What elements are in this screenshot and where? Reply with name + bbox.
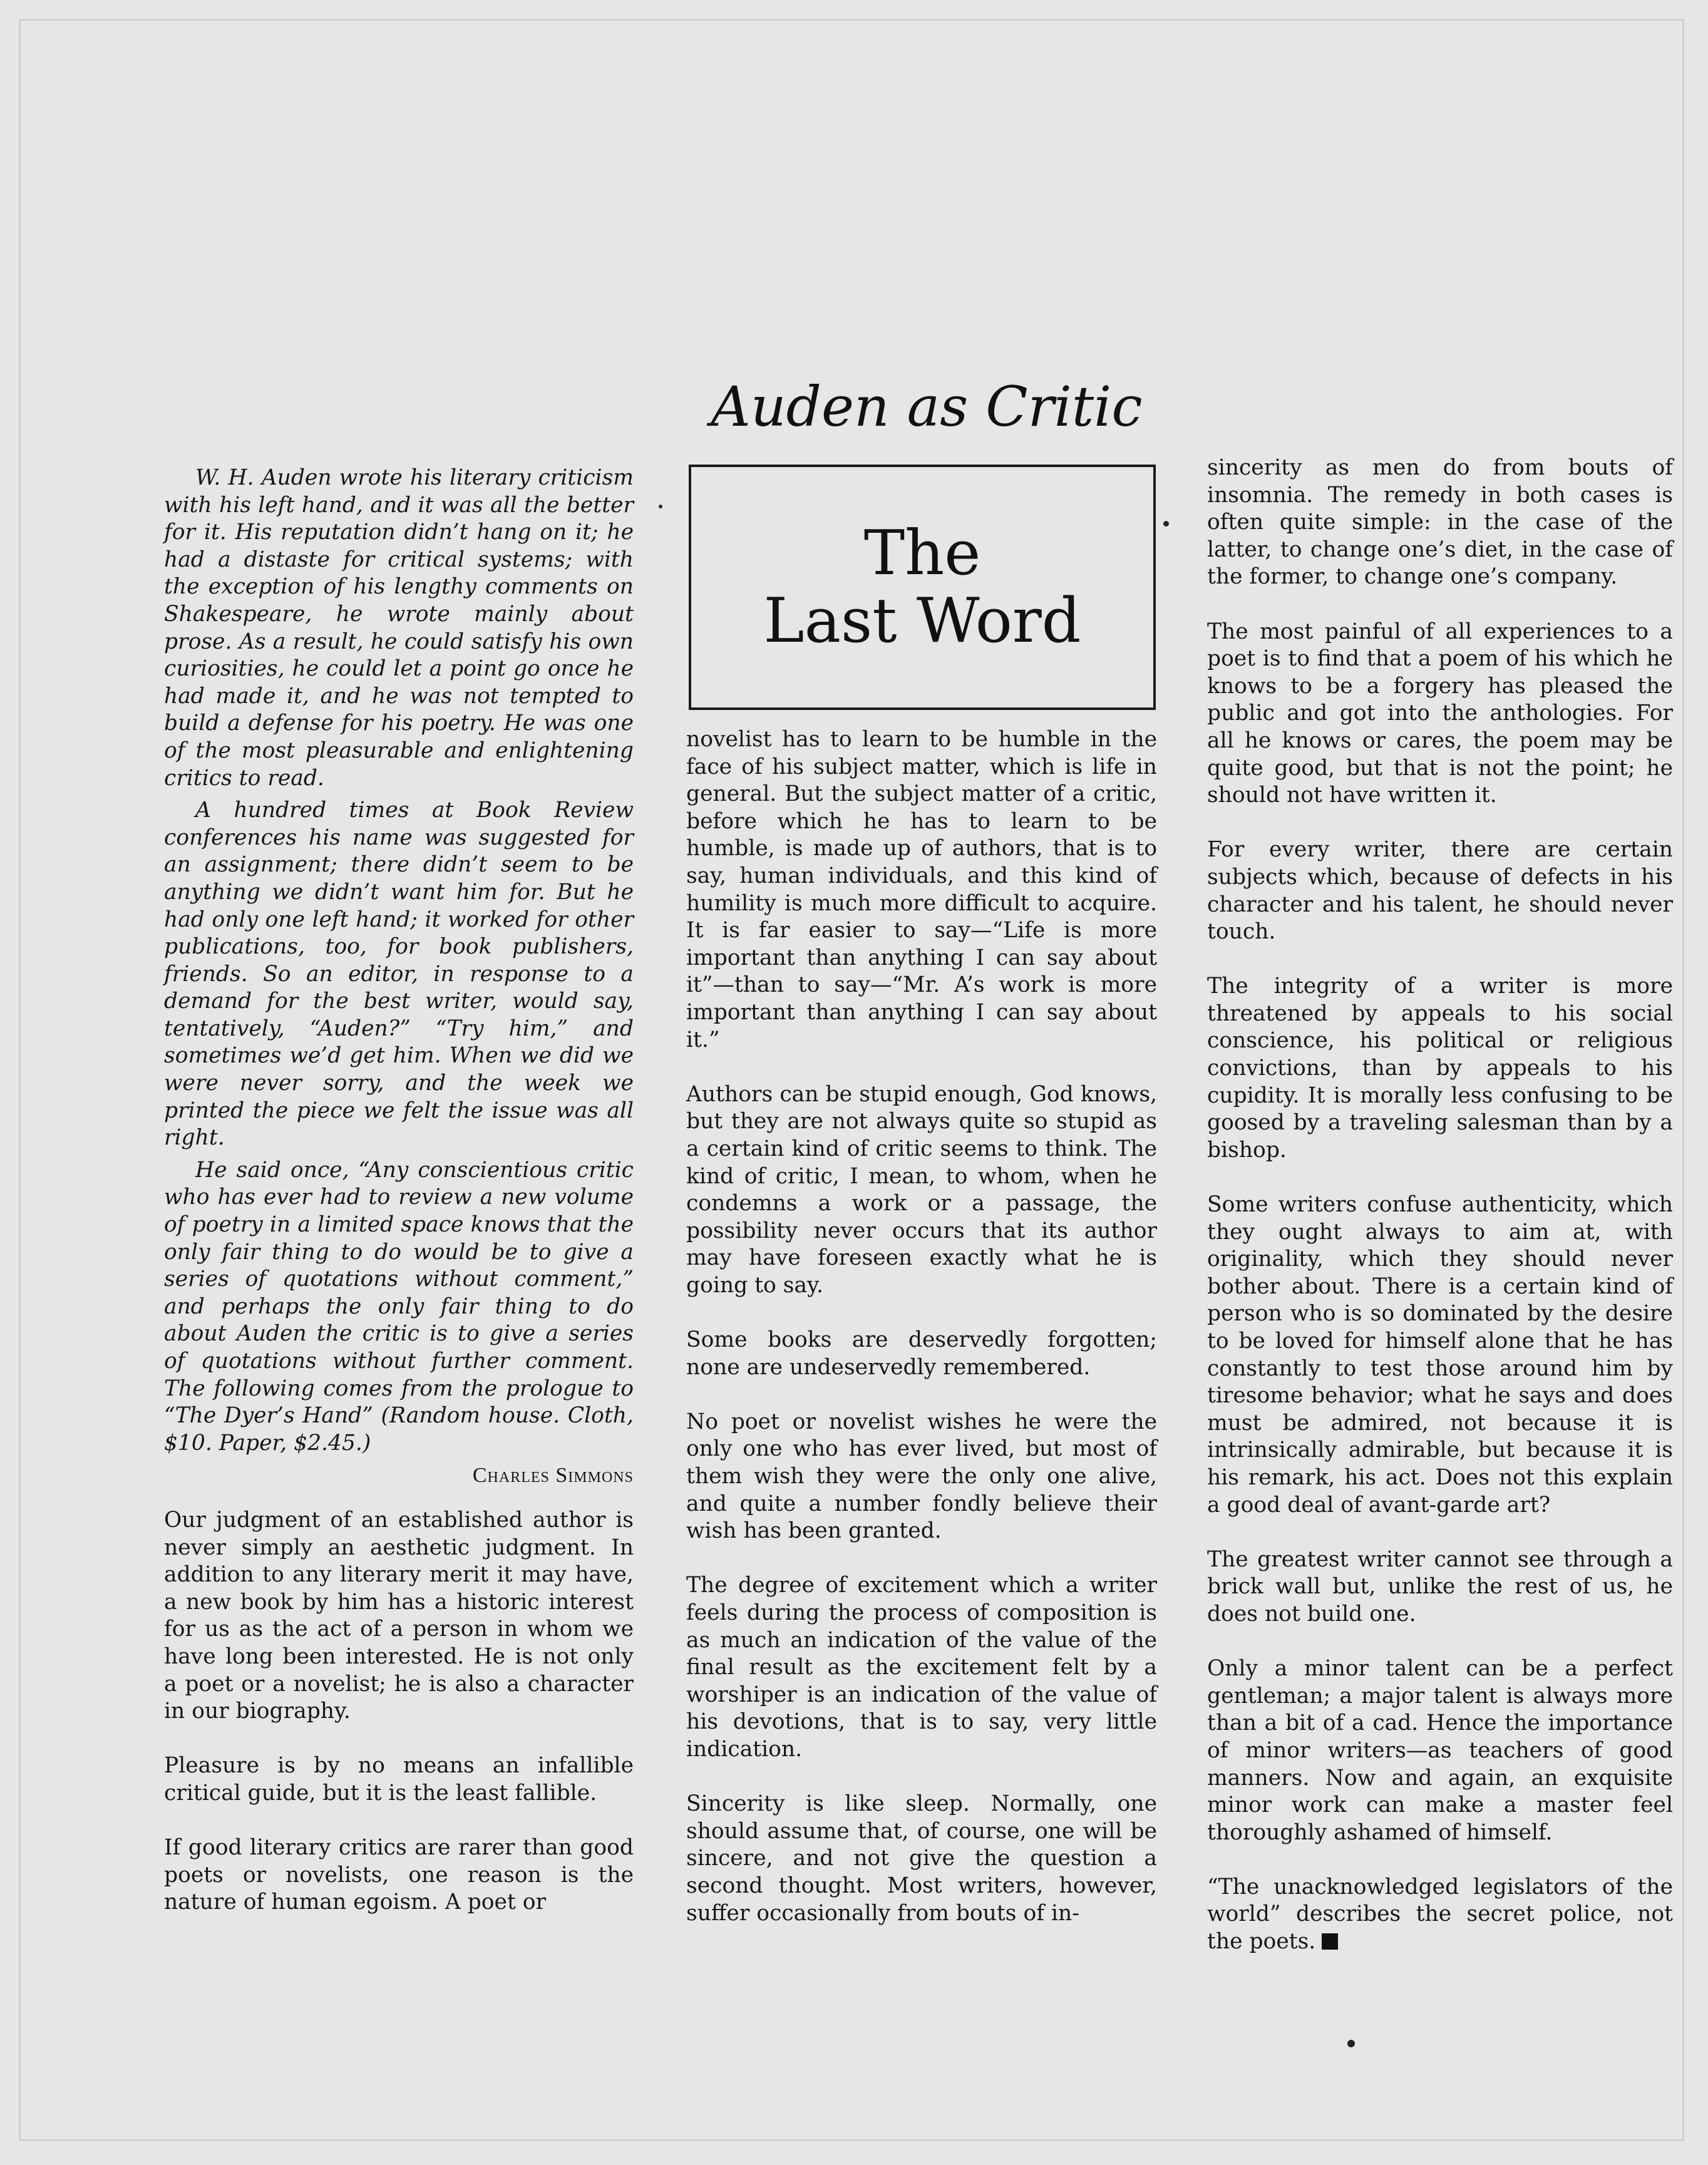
aphorism: Authors can be stupid enough, God knows, but they are not always quite so stupid as a certain kind of critic seems to think. The kind of critic, I mean, to whom, when he condemns a work or a passage, the possibility never occurs that its author may have foreseen exactly what he is going to say.: [686, 1081, 1157, 1298]
aphorism: No poet or novelist wishes he were the only one who has ever lived, but most of them wish they were the only one alive, and quite a number fondly believe their wish has been granted.: [686, 1409, 1157, 1544]
aphorism: Sincerity is like sleep. Normally, one should assume that, of course, one will be sincere, and not give the question a second thought. Most writers, however, suffer occasionally from bouts of in-: [686, 1791, 1157, 1926]
intro-paragraph: W. H. Auden wrote his literary criticism with his left hand, and it was all the better for it. His reputation didn’t hang on it; he had a distaste for critical systems; with the exception of his lengthy comments on Shakespeare, he wrote mainly about prose. As a result, he could satisfy his own curiosities, he could let a point go once he had made it, and he was not tempted to build a defense for his poetry. He was one of the most pleasurable and enlightening critics to read.: [164, 465, 634, 791]
aphorism: sincerity as men do from bouts of insomnia. The remedy in both cases is often quite simple: in the case of the latter, to change one’s diet, in the case of the former, to change one’s company.: [1207, 455, 1673, 590]
aphorism: For every writer, there are certain subjects which, because of defects in his character and his talent, he should never touch.: [1207, 837, 1673, 945]
intro-paragraph: He said once, “Any conscientious critic who has ever had to review a new volume of poetry in a limited space knows that the only fair thing to do would be to give a series of quotations without comment,” and perhaps the only fair thing to do about Auden the critic is to give a series of quotations without further comment. The following comes from the prologue to “The Dyer’s Hand” (Random house. Cloth, $10. Paper, $2.45.): [164, 1157, 634, 1456]
intro-paragraph: A hundred times at Book Review conferences his name was suggested for an assignment; there didn’t seem to be anything we didn’t want him for. But he had only one left hand; it worked for other publications, too, for book publishers, friends. So an editor, in response to a demand for the best writer, would say, tentatively, “Auden?” “Try him,” and sometimes we’d get him. When we did we were never sorry, and the week we printed the piece we felt the issue was all right.: [164, 798, 634, 1151]
aphorism: The integrity of a writer is more threatened by appeals to his social conscience, his political or religious convictions, than by appeals to his cupidity. It is morally less confusing to be goosed by a traveling salesman than by a bishop.: [1207, 974, 1673, 1163]
aphorism: If good literary critics are rarer than good poets or novelists, one reason is the nature of human egoism. A poet or: [164, 1835, 634, 1915]
middle-column: [686, 726, 1157, 1927]
final-aphorism-text: “The unacknowledged legislators of the world” describes the secret police, not the poets.: [1207, 1874, 1673, 1955]
page-title: Auden as Critic: [711, 374, 1143, 439]
ink-speck: [1347, 2040, 1355, 2047]
aphorism: novelist has to learn to be humble in the face of his subject matter, which is life in general. But the subject matter of a critic, before which he has to learn to be humble, is made up of authors, that is to say, human individuals, and this kind of humility is much more difficult to acquire. It is far easier to say—“Life is more important than anything I can say about it”—than to say—“Mr. A’s work is more important than anything I can say about it.”: [686, 727, 1157, 1052]
title-box-line-2: Last Word: [763, 585, 1081, 657]
aphorism: Pleasure is by no means an infallible critical guide, but it is the least fallible.: [164, 1753, 634, 1806]
byline: Charles Simmons: [472, 1464, 634, 1488]
aphorism: Some writers confuse authenticity, which they ought always to aim at, with originality, which they should never bother about. There is a certain kind of person who is so dominated by the desire to be loved for himself alone that he has constantly to test those around him by tiresome behavior; what he says and does must be admired, not because it is intrinsically admirable, but because it is his remark, his act. Does not this explain a good deal of avant-garde art?: [1207, 1192, 1673, 1518]
aphorism: The most painful of all experiences to a poet is to find that a poem of his which he knows to be a forgery has pleased the public and got into the anthologies. For all he knows or cares, the poem may be quite good, but that is not the point; he should not have written it.: [1207, 619, 1673, 808]
title-box-line-1: The: [863, 518, 981, 589]
left-column: [164, 465, 634, 1916]
ink-speck: [659, 505, 662, 508]
editor-introduction: [164, 465, 634, 1489]
ink-speck: [1163, 521, 1169, 527]
aphorism: Only a minor talent can be a perfect gentleman; a major talent is always more than a bit of a cad. Hence the importance of minor writers—as teachers of good manners. Now and again, an exquisite minor work can make a master feel thoroughly ashamed of himself.: [1207, 1656, 1673, 1845]
aphorism: The degree of excitement which a writer feels during the process of composition is as much an indication of the value of the final result as the excitement felt by a worshiper is an indication of the value of his devotions, that is to say, very little indication.: [686, 1573, 1157, 1762]
final-aphorism: [1207, 1874, 1673, 1956]
aphorism: The greatest writer cannot see through a brick wall but, unlike the rest of us, he does not build one.: [1207, 1546, 1673, 1627]
right-column: [1207, 455, 1673, 1956]
end-mark-icon: [1322, 1933, 1338, 1950]
title-box: [689, 465, 1156, 710]
left-aphorisms: [164, 1507, 634, 1916]
aphorism: Our judgment of an established author is never simply an aesthetic judgment. In addition to any literary merit it may have, a new book by him has a historic interest for us as the act of a person in whom we have long been interested. He is not only a poet or a novelist; he is also a character in our biography.: [164, 1507, 634, 1724]
aphorism: Some books are deservedly forgotten; none are undeservedly remembered.: [686, 1327, 1157, 1380]
